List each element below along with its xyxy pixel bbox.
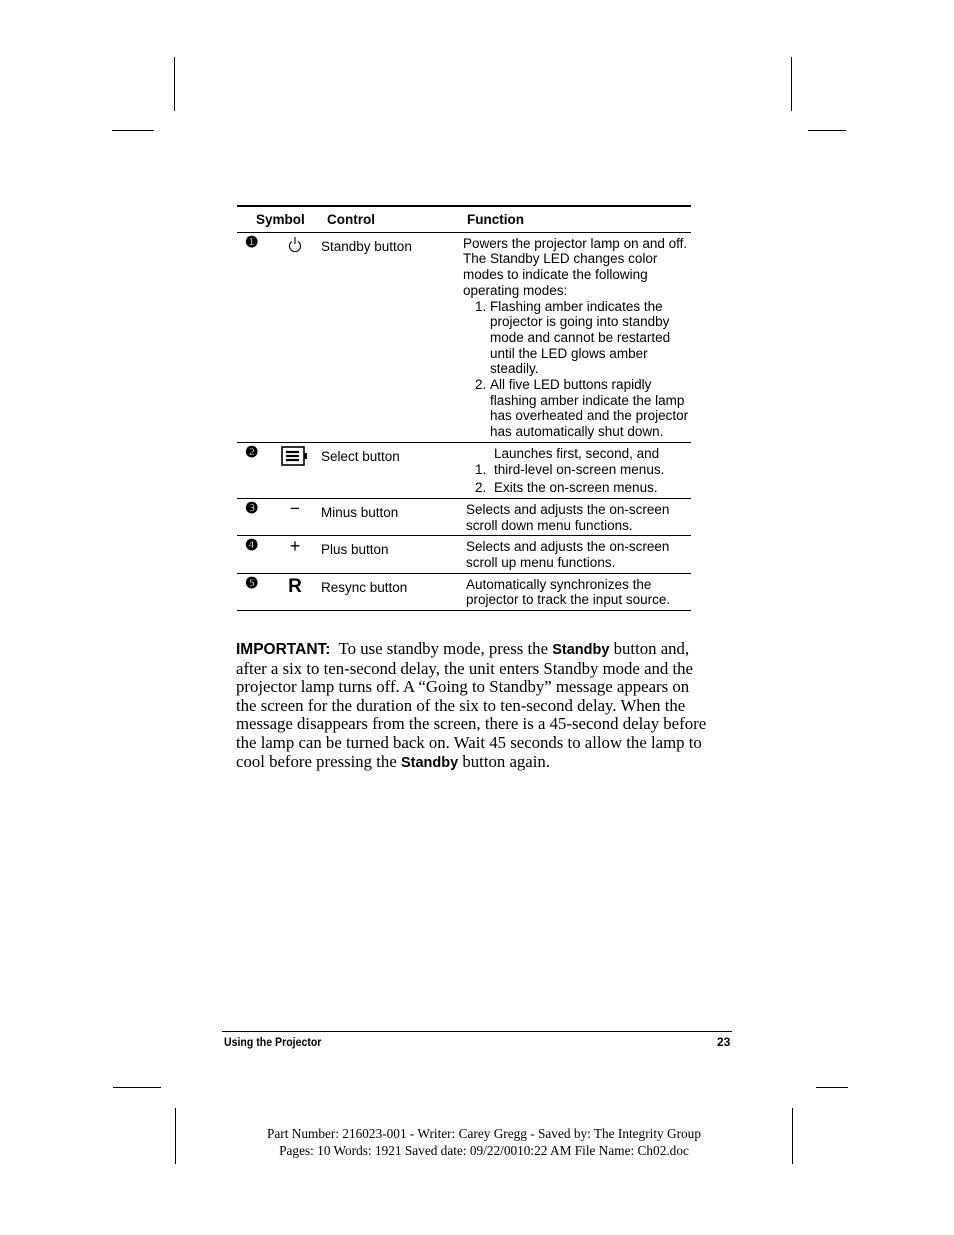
crop-mark — [816, 1087, 848, 1088]
table-row — [237, 232, 691, 442]
crop-mark — [113, 1087, 161, 1088]
list-item: 2. All five LED buttons rapidly flashing amber indicate the lamp has overheated and the projector has automatically shut down. — [490, 377, 691, 440]
footer-section-title: Using the Projector — [224, 1035, 322, 1049]
list-item: 2. Exits the on-screen menus. — [490, 480, 691, 496]
control-name: Resync button — [321, 579, 408, 595]
function-cell: Automatically synchronizes the projector to track the input source. — [463, 573, 691, 610]
list-item: 1. Launches first, second, and third-level on-screen menus. — [490, 446, 691, 477]
standby-keyword: Standby — [552, 642, 610, 658]
footer-rule — [222, 1031, 732, 1032]
table-row — [237, 498, 691, 535]
minus-icon: − — [290, 498, 300, 518]
important-note: IMPORTANT: To use standby mode, press the Standby button and, after a six to ten-second delay, the unit enters Standby mode and the projector lamp turns off. A “Going to Standby” message appears on the screen for the duration of the six to ten-second delay. When the message disappears from the screen, there is a 45-second delay before the lamp can be turned back on. Wait 45 seconds to allow the lamp to cool before pressing the Standby button again. — [236, 639, 707, 771]
function-cell: Selects and adjusts the on-screen scroll down menu functions. — [463, 498, 691, 535]
function-cell — [463, 442, 691, 498]
row-number: ❺ — [245, 574, 259, 592]
crop-mark — [791, 57, 792, 111]
row-number: ❹ — [245, 537, 259, 555]
resync-icon: R — [288, 575, 302, 597]
metadata-line: Pages: 10 Words: 1921 Saved date: 09/22/0010:22 AM File Name: Ch02.doc — [279, 1142, 689, 1158]
table-row — [237, 536, 691, 573]
row-number: ❸ — [245, 499, 259, 517]
important-label: IMPORTANT: — [236, 641, 331, 658]
plus-icon: + — [289, 536, 301, 557]
crop-mark — [808, 130, 846, 131]
function-intro: Powers the projector lamp on and off. The Standby LED changes color modes to indicate the following operating modes: — [463, 235, 688, 298]
header-symbol: Symbol — [237, 206, 321, 232]
list-item: 1. Flashing amber indicates the projector is going into standby mode and cannot be restarted until the LED glows amber steadily. — [490, 299, 691, 378]
controls-table — [237, 205, 691, 611]
crop-mark — [174, 57, 175, 111]
table-row — [237, 573, 691, 610]
control-name: Plus button — [321, 542, 389, 558]
crop-mark — [792, 1108, 793, 1164]
menu-select-icon — [275, 446, 315, 470]
table-row — [237, 442, 691, 498]
metadata-line: Part Number: 216023-001 - Writer: Carey Gregg - Saved by: The Integrity Group — [267, 1126, 701, 1141]
row-number: ❶ — [245, 233, 259, 251]
header-control: Control — [321, 206, 463, 232]
power-icon — [275, 236, 315, 256]
page-number: 23 — [717, 1035, 731, 1049]
row-number: ❷ — [245, 443, 259, 461]
standby-keyword: Standby — [400, 754, 459, 771]
header-function: Function — [463, 206, 691, 232]
control-name: Select button — [321, 448, 400, 464]
crop-mark — [175, 1108, 176, 1164]
document-metadata — [200, 1126, 768, 1159]
function-cell — [463, 232, 691, 442]
crop-mark — [112, 130, 154, 131]
control-name: Minus button — [321, 504, 399, 520]
table-header-row — [237, 206, 691, 232]
function-cell: Selects and adjusts the on-screen scroll up menu functions. — [463, 536, 691, 573]
control-name: Standby button — [321, 238, 412, 254]
